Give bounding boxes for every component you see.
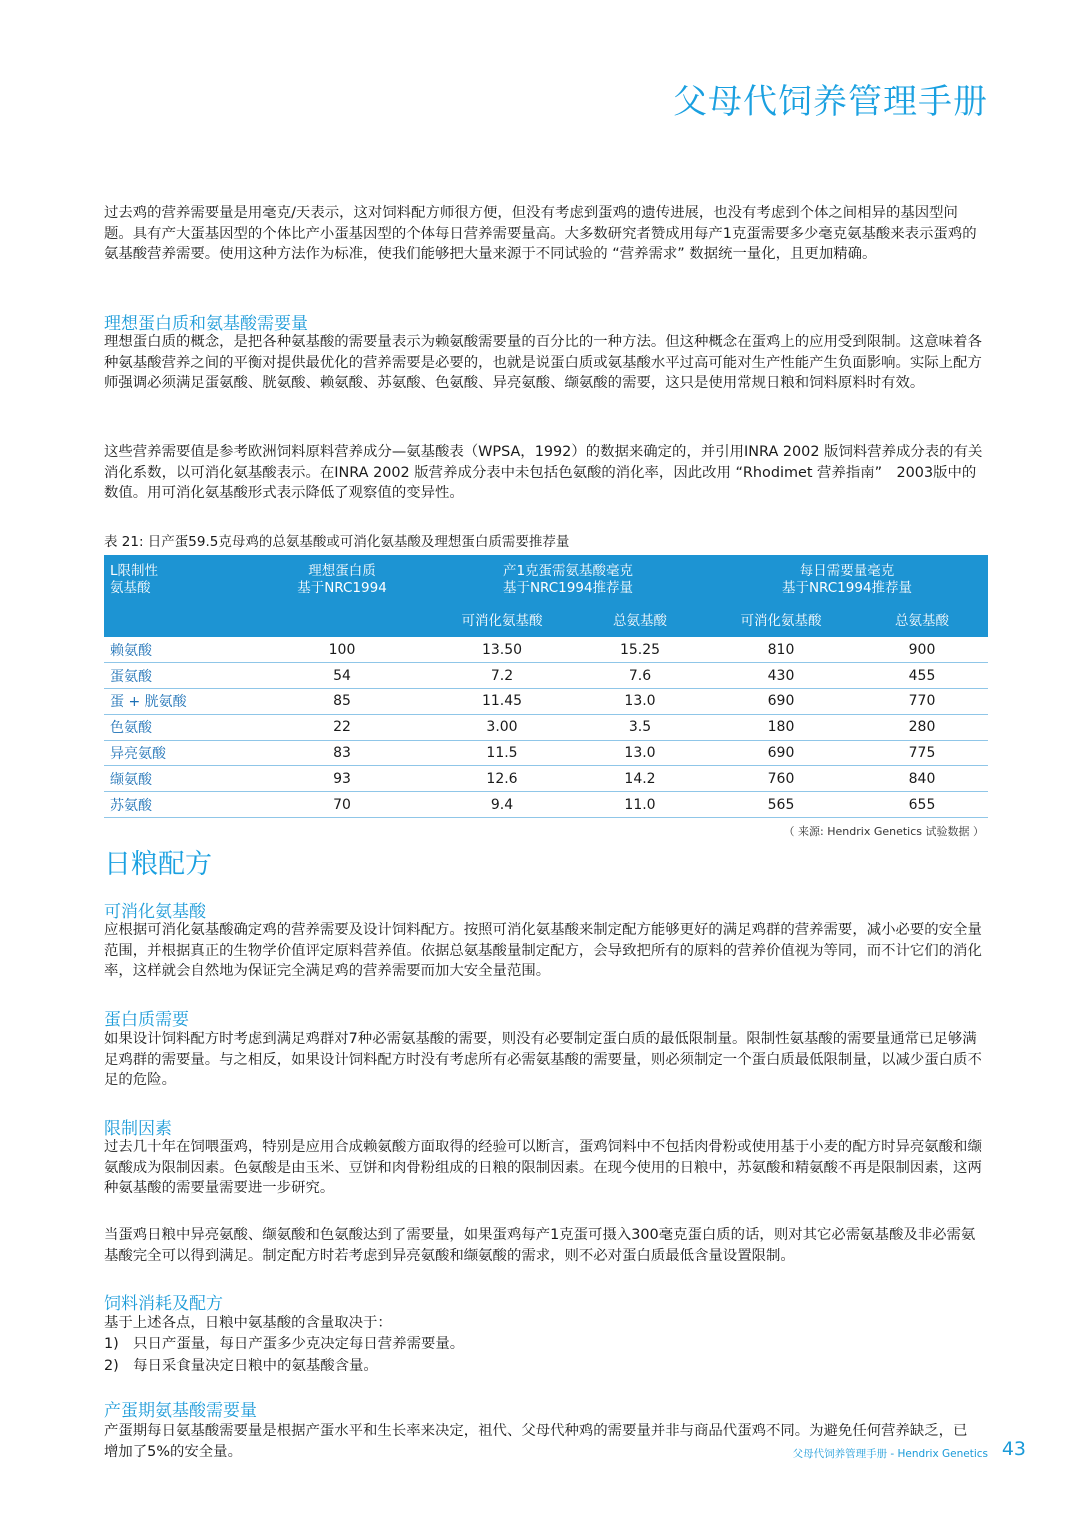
feed-list-item-1: 1) 只日产蛋量，每日产蛋多少克决定每日营养需要量。 [104,1336,465,1352]
table-cell: 11.0 [574,792,706,818]
header-daily-requirement: 每日需要量毫克 基于NRC1994推荐量 [781,563,913,596]
page-title: 父母代饲养管理手册 [673,82,988,122]
intro-paragraph: 过去鸡的营养需要量是用毫克/天表示，这对饲料配方师很方便，但没有考虑到蛋鸡的遗传进展，也没有考虑到个体之间相异的基因型问题。具有产大蛋基因型的个体比产小蛋基因型的个体每日营养需要量高。大多数研究者赞成用每产1克蛋需要多少毫克氨基酸来表示蛋鸡的氨基酸营养需要。使用这种方法作为标准，使我们能够把大量来源于不同试验的 “营养需求” 数据统一量化，且更加精确。 [104,205,977,262]
amino-acid-name: 蛋氨酸 [104,663,254,689]
table-caption: 表 21: 日产蛋59.5克母鸡的总氨基酸或可消化氨基酸及理想蛋白质需要推荐量 [104,534,570,550]
table-cell: 775 [856,740,988,766]
ideal-protein-paragraph-1: 理想蛋白质的概念，是把各种氨基酸的需要量表示为赖氨酸需要量的百分比的一种方法。但这种概念在蛋鸡上的应用受到限制。这意味着各种氨基酸营养之间的平衡对提供最优化的营养需要是必要的，也就是说蛋白质或氨基酸水平过高可能对生产性能产生负面影响。实际上配方师强调必须满足蛋氨酸、胱氨酸、赖氨酸、苏氨酸、色氨酸、异亮氨酸、缬氨酸的需要，这只是使用常规日粮和饲料原料时有效。 [104,334,982,391]
table-cell: 900 [856,637,988,663]
table-source: （ 来源: Hendrix Genetics 试验数据 ） [783,825,984,838]
table-row [104,740,988,766]
table-cell: 54 [254,663,430,689]
feed-intro-line: 基于上述各点，日粮中氨基酸的含量取决于： [104,1315,392,1331]
table-cell: 11.45 [430,689,574,715]
limiting-paragraph-1: 过去几十年在饲喂蛋鸡，特别是应用合成赖氨酸方面取得的经验可以断言，蛋鸡饲料中不包括肉骨粉或使用基于小麦的配方时异亮氨酸和缬氨酸成为限制因素。色氨酸是由玉米、豆饼和肉骨粉组成的日粮的限制因素。在现今使用的日粮中，苏氨酸和精氨酸不再是限制因素，这两种氨基酸的需要量需要进一步研究。 [104,1139,982,1196]
table-cell: 14.2 [574,766,706,792]
table-cell: 70 [254,792,430,818]
heading-laying-period: 产蛋期氨基酸需要量 [104,1401,257,1421]
header-per-gram-egg: 产1克蛋需氨基酸毫克 基于NRC1994推荐量 [502,563,634,596]
table-cell: 85 [254,689,430,715]
table-cell: 810 [706,637,856,663]
table-cell: 11.5 [430,740,574,766]
table-cell: 760 [706,766,856,792]
table-cell: 15.25 [574,637,706,663]
table-cell: 9.4 [430,792,574,818]
heading-ideal-protein: 理想蛋白质和氨基酸需要量 [104,314,308,334]
table-cell: 840 [856,766,988,792]
table-cell: 93 [254,766,430,792]
table-cell: 280 [856,714,988,740]
amino-acid-name: 蛋 + 胱氨酸 [104,689,254,715]
table-cell: 12.6 [430,766,574,792]
subheader-digestible: 可消化氨基酸 [461,613,543,629]
amino-acid-name: 赖氨酸 [104,637,254,663]
heading-diet-formulation: 日粮配方 [104,849,212,880]
table-cell: 180 [706,714,856,740]
table-cell: 100 [254,637,430,663]
table-cell: 690 [706,689,856,715]
table-row [104,766,988,792]
subheader-digestible: 可消化氨基酸 [740,613,822,629]
amino-acid-table [104,555,988,818]
feed-list-item-2: 2) 每日采食量决定日粮中的氨基酸含量。 [104,1358,378,1374]
table-row [104,792,988,818]
laying-paragraph: 产蛋期每日氨基酸需要量是根据产蛋水平和生长率来决定，祖代、父母代种鸡的需要量并非与商品代蛋鸡不同。为避免任何营养缺乏，已增加了5%的安全量。 [104,1423,968,1460]
table-cell: 83 [254,740,430,766]
ideal-protein-paragraph-2: 这些营养需要值是参考欧洲饲料原料营养成分—氨基酸表（WPSA，1992）的数据来确定的，并引用INRA 2002 版饲料营养成分表的有关消化系数，以可消化氨基酸表示。在INRA 2002 版营养成分表中未包括色氨酸的消化率，因此改用 “Rhodimet 营养指南” 2003版中的数值。用可消化氨基酸形式表示降低了观察值的变异性。 [104,444,983,501]
heading-protein-requirement: 蛋白质需要 [104,1010,189,1030]
amino-acid-name: 缬氨酸 [104,766,254,792]
table-row [104,689,988,715]
table-cell: 13.0 [574,689,706,715]
footer-text: 父母代饲养管理手册 - Hendrix Genetics [792,1448,988,1460]
heading-digestible-amino-acids: 可消化氨基酸 [104,902,206,922]
page-number: 43 [1001,1438,1026,1460]
table-cell: 430 [706,663,856,689]
table-cell: 22 [254,714,430,740]
table-row [104,714,988,740]
table-cell: 690 [706,740,856,766]
digestible-paragraph: 应根据可消化氨基酸确定鸡的营养需要及设计饲料配方。按照可消化氨基酸来制定配方能够更好的满足鸡群的营养需要，减小必要的安全量范围，并根据真正的生物学价值评定原料营养值。依据总氨基酸量制定配方，会导致把所有的原料的营养价值视为等同，而不计它们的消化率，这样就会自然地为保证完全满足鸡的营养需要而加大安全量范围。 [104,922,982,979]
amino-acid-name: 色氨酸 [104,714,254,740]
table-cell: 565 [706,792,856,818]
table-cell: 7.6 [574,663,706,689]
table-cell: 7.2 [430,663,574,689]
amino-acid-name: 异亮氨酸 [104,740,254,766]
table-header-row [104,555,988,608]
heading-feed-consumption: 饲料消耗及配方 [104,1294,223,1314]
table-cell: 770 [856,689,988,715]
table-row [104,637,988,663]
table-subheader-row [104,608,988,637]
header-limiting-amino-acid: L限制性 氨基酸 [110,563,159,596]
subheader-total: 总氨基酸 [895,613,949,629]
amino-acid-name: 苏氨酸 [104,792,254,818]
heading-limiting-factors: 限制因素 [104,1119,172,1139]
protein-paragraph: 如果设计饲料配方时考虑到满足鸡群对7种必需氨基酸的需要，则没有必要制定蛋白质的最低限制量。限制性氨基酸的需要量通常已足够满足鸡群的需要量。与之相反，如果设计饲料配方时没有考虑所有必需氨基酸的需要量，则必须制定一个蛋白质最低限制量，以减少蛋白质不足的危险。 [104,1031,982,1088]
table-row [104,663,988,689]
table-cell: 655 [856,792,988,818]
table-cell: 3.5 [574,714,706,740]
header-ideal-protein: 理想蛋白质 基于NRC1994 [297,563,387,596]
limiting-paragraph-2: 当蛋鸡日粮中异亮氨酸、缬氨酸和色氨酸达到了需要量，如果蛋鸡每产1克蛋可摄入300毫克蛋白质的话，则对其它必需氨基酸及非必需氨基酸完全可以得到满足。制定配方时若考虑到异亮氨酸和缬氨酸的需求，则不必对蛋白质最低含量设置限制。 [104,1227,976,1264]
table-cell: 13.50 [430,637,574,663]
table-cell: 455 [856,663,988,689]
table-cell: 13.0 [574,740,706,766]
subheader-total: 总氨基酸 [613,613,667,629]
table-cell: 3.00 [430,714,574,740]
